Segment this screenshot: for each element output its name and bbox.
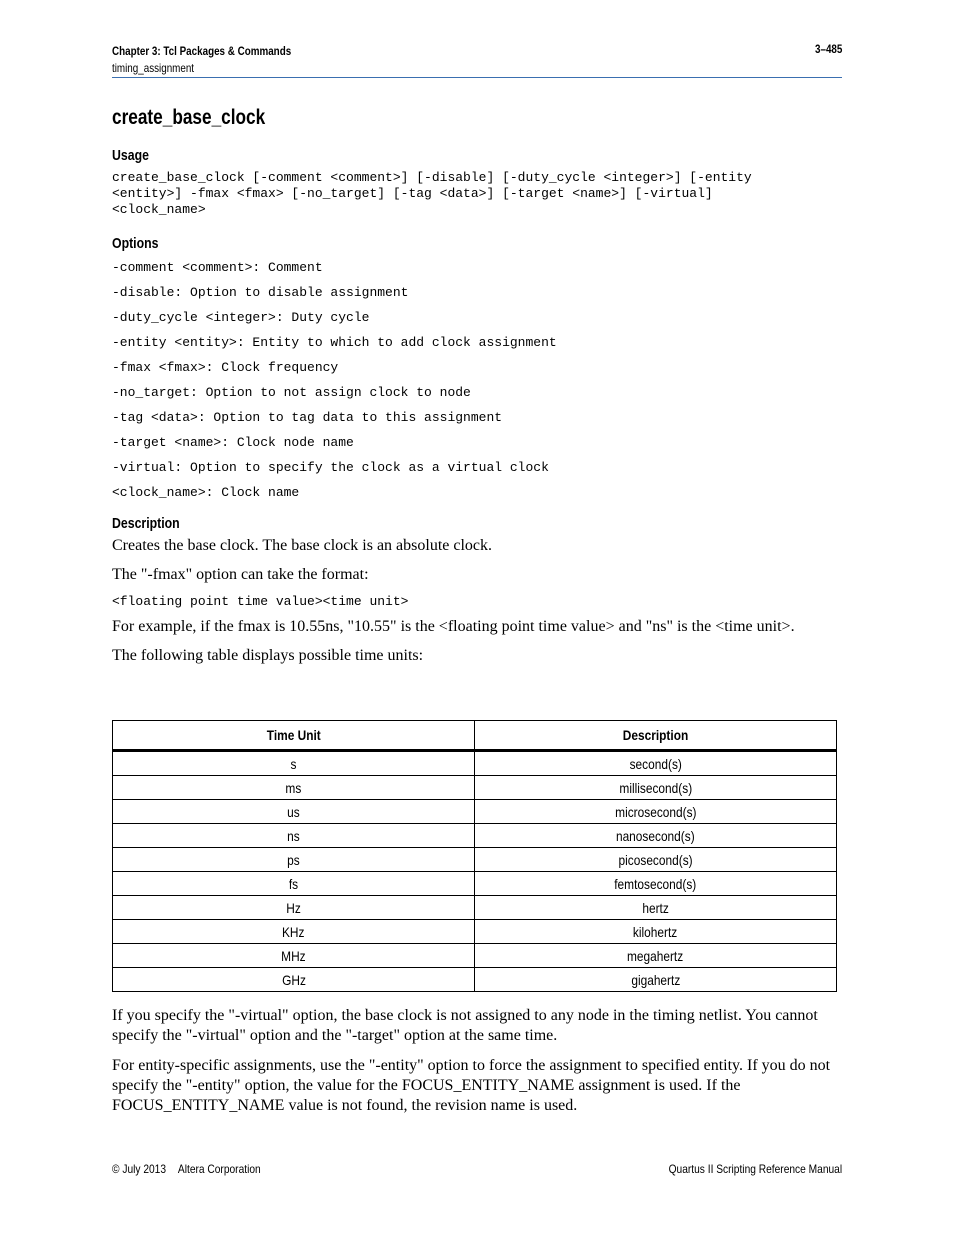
- main-content: [112, 104, 837, 666]
- time-units-table: [112, 720, 837, 992]
- table-cell: megahertz: [475, 944, 837, 968]
- option-item: -duty_cycle <integer>: Duty cycle: [112, 310, 370, 325]
- chapter-title: Chapter 3: Tcl Packages & Commands: [112, 44, 292, 58]
- table-header-row: [113, 721, 837, 751]
- table-cell: femtosecond(s): [475, 872, 837, 896]
- note-paragraph: For entity-specific assignments, use the "-entity" option to force the assignment to specified entity. If you do not specify the "-entity" option, the value for the FOCUS_ENTITY_NAME assignment is used. If the FOCUS_ENTITY_NAME value is not found, the revision name is used.: [112, 1057, 831, 1114]
- column-header: Description: [475, 721, 837, 751]
- table-cell: Hz: [113, 896, 475, 920]
- section-name: timing_assignment: [112, 61, 195, 75]
- options-list: [112, 260, 837, 510]
- table-row: [113, 751, 837, 776]
- option-item: <clock_name>: Clock name: [112, 485, 300, 500]
- options-heading: Options: [112, 235, 159, 252]
- table-cell: fs: [113, 872, 475, 896]
- page-title: create_base_clock: [112, 106, 266, 129]
- description-heading: Description: [112, 515, 180, 532]
- table-cell: gigahertz: [475, 968, 837, 992]
- table-cell: us: [113, 800, 475, 824]
- option-item: -disable: Option to disable assignment: [112, 285, 409, 300]
- description-paragraph: The following table displays possible time units:: [112, 647, 424, 664]
- table-row: [113, 848, 837, 872]
- footer-left: [112, 1162, 261, 1176]
- table-row: [113, 872, 837, 896]
- table-cell: ns: [113, 824, 475, 848]
- table-row: [113, 776, 837, 800]
- column-header: Time Unit: [113, 721, 475, 751]
- description-paragraph: For example, if the fmax is 10.55ns, "10.55" is the <floating point time value> and "ns" is the <time unit>.: [112, 618, 795, 635]
- table-cell: second(s): [475, 751, 837, 776]
- option-item: -comment <comment>: Comment: [112, 260, 323, 275]
- table-cell: s: [113, 751, 475, 776]
- table-row: [113, 824, 837, 848]
- option-item: -entity <entity>: Entity to which to add clock assignment: [112, 335, 557, 350]
- table-cell: KHz: [113, 920, 475, 944]
- option-item: -tag <data>: Option to tag data to this assignment: [112, 410, 503, 425]
- table-cell: picosecond(s): [475, 848, 837, 872]
- table-cell: hertz: [475, 896, 837, 920]
- table-cell: GHz: [113, 968, 475, 992]
- note-paragraph: If you specify the "-virtual" option, the base clock is not assigned to any node in the timing netlist. You cannot specify the "-virtual" option and the "-target" option at the same time.: [112, 1007, 818, 1044]
- description-paragraph: The "-fmax" option can take the format:: [112, 566, 369, 583]
- table-cell: ps: [113, 848, 475, 872]
- table-row: [113, 800, 837, 824]
- table-row: [113, 896, 837, 920]
- closing-notes: [112, 1006, 837, 1116]
- page-header: [112, 42, 842, 75]
- table-cell: nanosecond(s): [475, 824, 837, 848]
- option-item: -fmax <fmax>: Clock frequency: [112, 360, 339, 375]
- table-row: [113, 944, 837, 968]
- description-paragraph: Creates the base clock. The base clock is an absolute clock.: [112, 537, 493, 554]
- table-cell: kilohertz: [475, 920, 837, 944]
- option-item: -target <name>: Clock node name: [112, 435, 354, 450]
- option-item: -no_target: Option to not assign clock to node: [112, 385, 471, 400]
- page-number: 3–485: [814, 42, 842, 56]
- header-divider: [112, 77, 842, 78]
- company-name: Altera Corporation: [177, 1162, 261, 1176]
- table-cell: MHz: [113, 944, 475, 968]
- format-code: <floating point time value><time unit>: [112, 594, 409, 609]
- table-row: [113, 920, 837, 944]
- option-item: -virtual: Option to specify the clock as a virtual clock: [112, 460, 549, 475]
- usage-code: create_base_clock [-comment <comment>] [-disable] [-duty_cycle <integer>] [-entity <entity>] -fmax <fmax> [-no_target] [-tag <data>] [-target <name>] [-virtual] <clock_name>: [112, 170, 760, 217]
- copyright-text: © July 2013: [112, 1162, 167, 1176]
- table-cell: ms: [113, 776, 475, 800]
- table-cell: microsecond(s): [475, 800, 837, 824]
- page-footer: [112, 1162, 842, 1176]
- manual-title: Quartus II Scripting Reference Manual: [668, 1162, 842, 1176]
- table-row: [113, 968, 837, 992]
- usage-heading: Usage: [112, 147, 149, 164]
- table-cell: millisecond(s): [475, 776, 837, 800]
